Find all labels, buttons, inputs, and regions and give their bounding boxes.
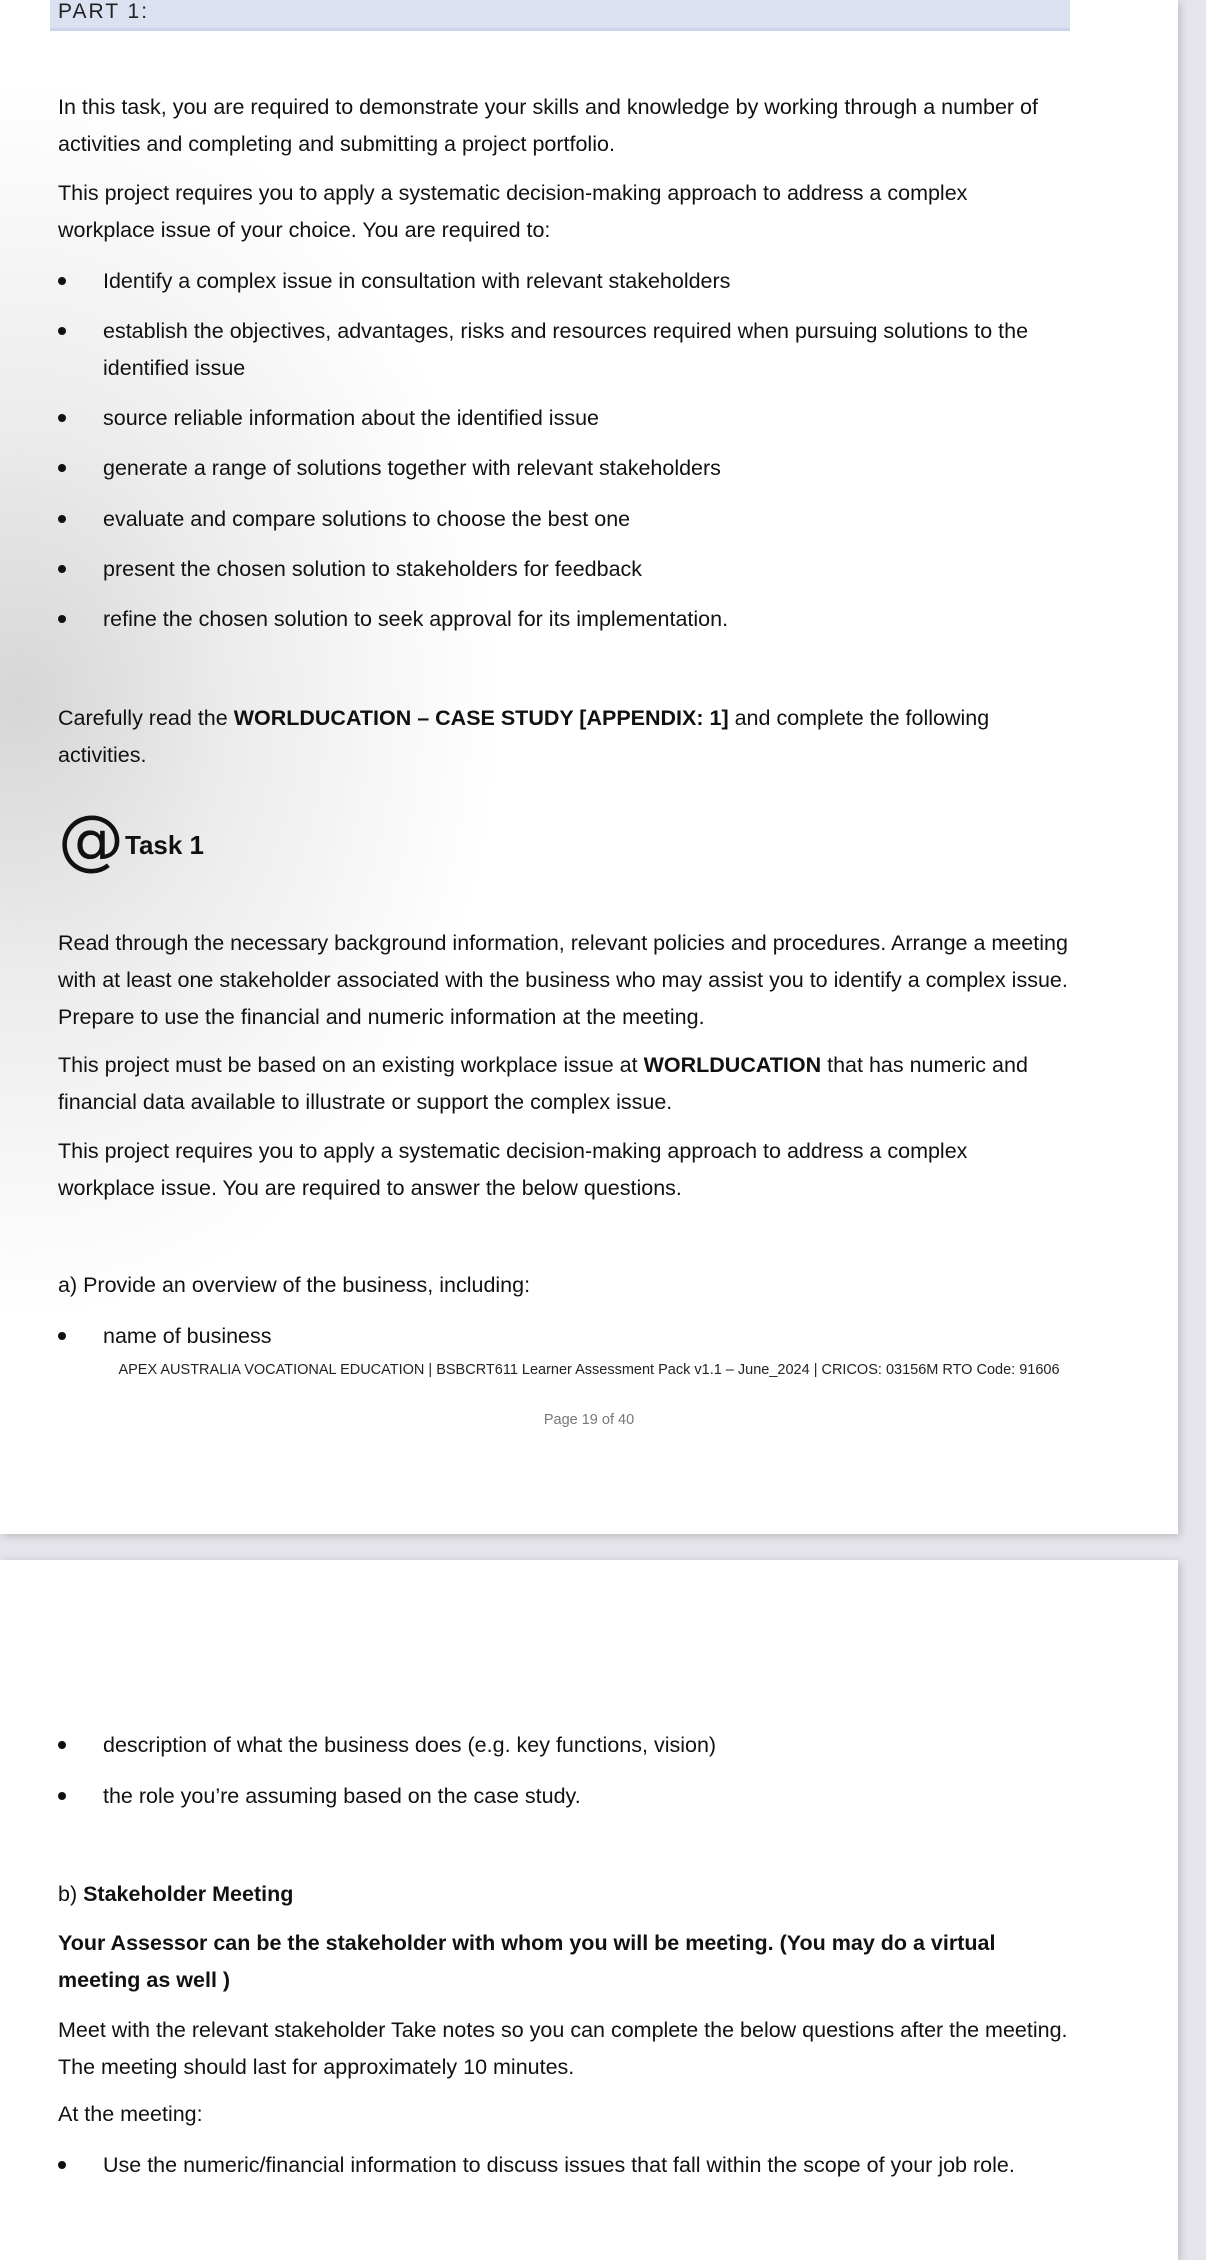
list-item-text: the role you’re assuming based on the case study.: [103, 1784, 581, 1808]
bullet-icon: [58, 1332, 66, 1340]
list-item-text: Identify a complex issue in consultation with relevant stakeholders: [103, 269, 731, 293]
bullet-icon: [58, 464, 66, 472]
task-text: This project must be based on an existing workplace issue at: [58, 1053, 644, 1077]
part-header-bar: [50, 0, 1070, 31]
task-paragraph-3: This project requires you to apply a systematic decision-making approach to address a complex workplace issue. You are required to answer the below questions.: [58, 1139, 968, 1200]
page-number: Page 19 of 40: [543, 1412, 635, 1428]
at-meeting-label: At the meeting:: [58, 2102, 203, 2126]
task-title: Task 1: [125, 830, 205, 860]
bullet-icon: [58, 1741, 66, 1749]
task-paragraph-2: [58, 1047, 1068, 1121]
list-item-text: establish the objectives, advantages, risks and resources required when pursuing solutions to the identified issue: [103, 319, 1029, 380]
company-name: WORLDUCATION: [643, 1053, 822, 1077]
bullet-icon: [58, 327, 66, 335]
list-item-text: evaluate and compare solutions to choose the best one: [103, 507, 631, 531]
list-item-text: refine the chosen solution to seek approval for its implementation.: [103, 607, 729, 631]
bullet-icon: [58, 615, 66, 623]
instruction-text: Carefully read the: [58, 706, 234, 730]
list-item-text: description of what the business does (e.g. key functions, vision): [103, 1733, 717, 1757]
question-b-title: Stakeholder Meeting: [83, 1882, 294, 1906]
task-paragraph-1: Read through the necessary background information, relevant policies and procedures. Arrange a meeting with at least one stakeholder associated with the business who may assist you to identify a complex issue. Prepare to use the financial and numeric information at the meeting.: [58, 931, 1068, 1029]
bullet-icon: [58, 2161, 66, 2169]
bullet-icon: [58, 1792, 66, 1800]
list-item-text: present the chosen solution to stakeholders for feedback: [103, 557, 643, 581]
intro-paragraph-1: In this task, you are required to demonstrate your skills and knowledge by working through a number of activities and completing and submitting a project portfolio.: [58, 95, 1038, 156]
question-a: a) Provide an overview of the business, including:: [58, 1273, 531, 1297]
list-item-text: name of business: [103, 1324, 272, 1348]
intro-paragraph-2: This project requires you to apply a systematic decision-making approach to address a complex workplace issue of your choice. You are required to:: [58, 181, 968, 242]
question-b-prefix: b): [58, 1882, 84, 1906]
at-sign-icon: @: [58, 801, 124, 878]
task-text: that has numeric and financial data available to illustrate or support the complex issue.: [58, 1053, 1028, 1114]
bullet-icon: [58, 565, 66, 573]
instruction-text: and complete the following activities.: [58, 706, 990, 767]
case-study-reference: WORLDUCATION – CASE STUDY [APPENDIX: 1]: [233, 706, 729, 730]
page-footer: APEX AUSTRALIA VOCATIONAL EDUCATION | BSBCRT611 Learner Assessment Pack v1.1 – June_2024 | CRICOS: 03156M RTO Code: 91606: [118, 1362, 1060, 1378]
bullet-icon: [58, 277, 66, 285]
list-item-text: generate a range of solutions together with relevant stakeholders: [103, 456, 721, 480]
list-item-text: source reliable information about the identified issue: [103, 406, 599, 430]
question-b: [58, 1876, 1068, 1913]
list-item-text: Use the numeric/financial information to discuss issues that fall within the scope of your job role.: [103, 2153, 1015, 2177]
meeting-instructions: Meet with the relevant stakeholder Take notes so you can complete the below questions after the meeting. The meeting should last for approximately 10 minutes.: [58, 2018, 1068, 2079]
part-header-label: PART 1:: [58, 0, 150, 23]
assessor-note: Your Assessor can be the stakeholder with whom you will be meeting. (You may do a virtual meeting as well ): [58, 1931, 996, 1992]
document-page-20: [0, 1560, 1178, 2260]
case-study-instruction: [58, 700, 1068, 774]
bullet-icon: [58, 414, 66, 422]
bullet-icon: [58, 515, 66, 523]
